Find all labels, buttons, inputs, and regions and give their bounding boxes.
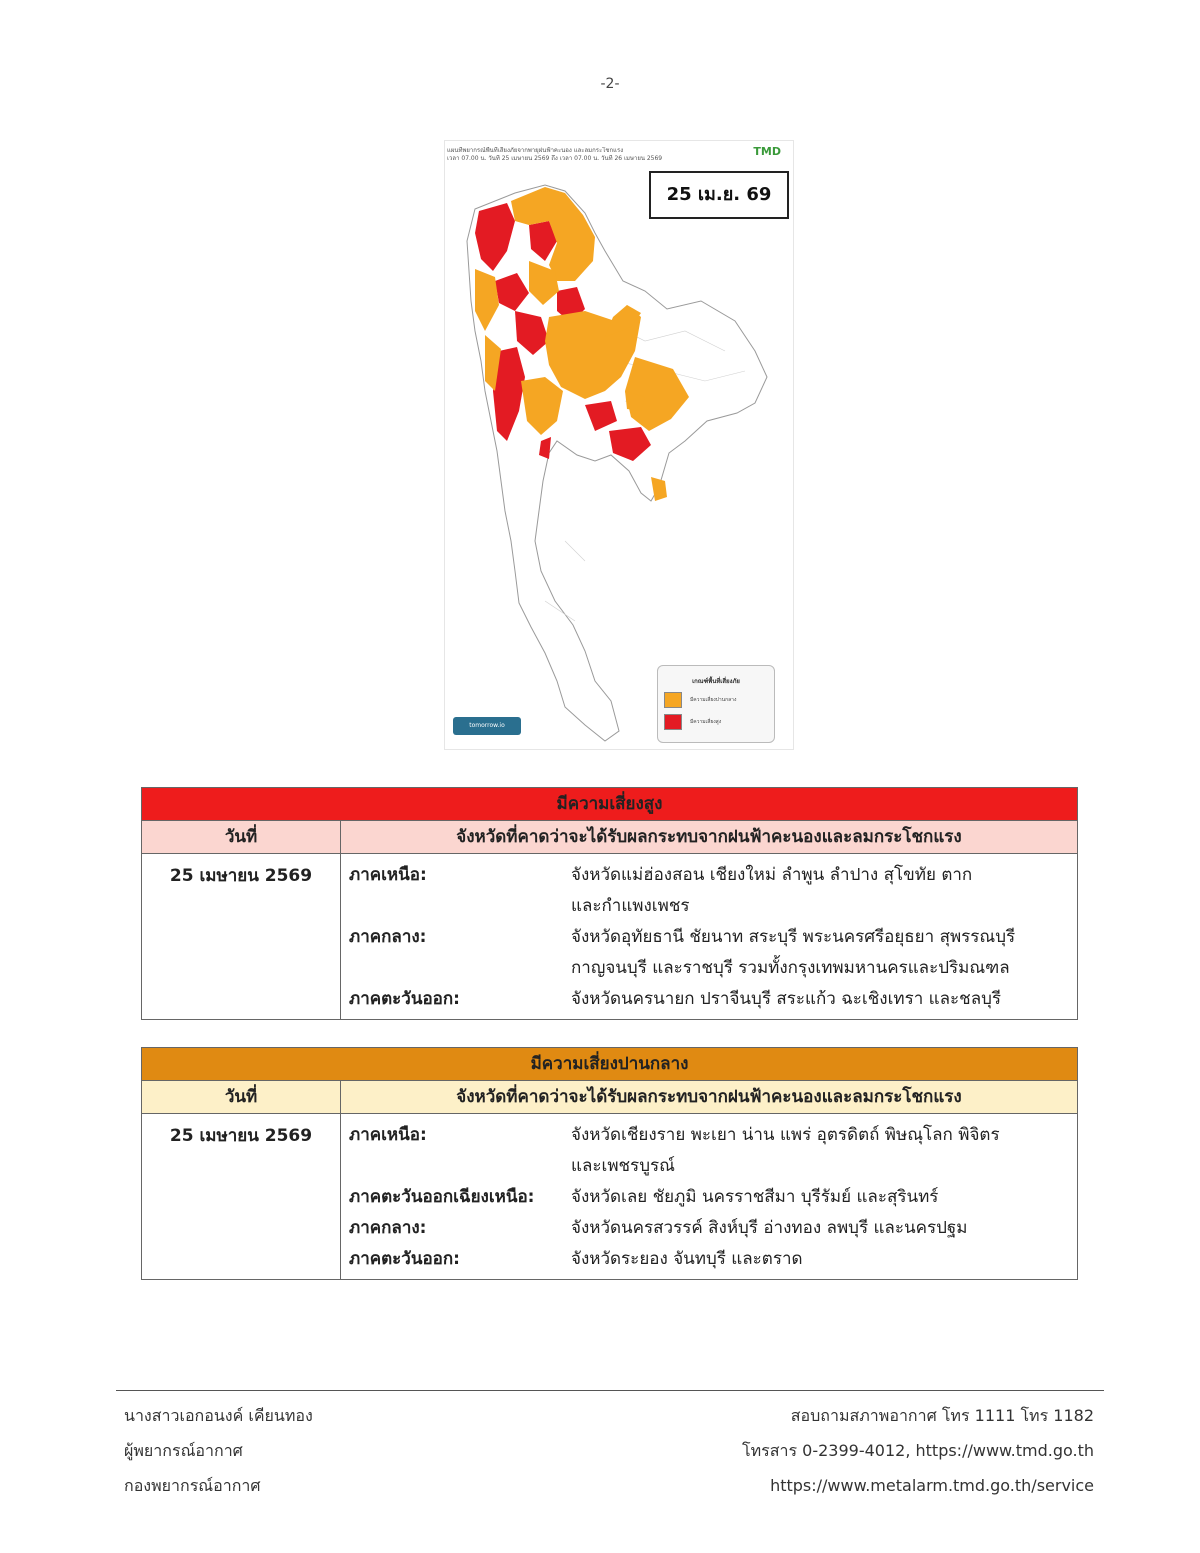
page-number: -2- bbox=[600, 76, 620, 92]
forecaster-name: นางสาวเอกอนงค์ เคียนทอง bbox=[124, 1406, 313, 1425]
table-body-row bbox=[142, 854, 1077, 1019]
region-list bbox=[341, 1114, 1077, 1279]
region-row bbox=[349, 1182, 1077, 1213]
region-row bbox=[349, 984, 1077, 1015]
footer-divider bbox=[116, 1390, 1104, 1391]
tmd-logo: TMD bbox=[753, 145, 781, 158]
legend-item-medium bbox=[664, 692, 774, 708]
thailand-land-shape bbox=[467, 185, 767, 741]
region-row bbox=[349, 922, 1077, 984]
region-row bbox=[349, 860, 1077, 922]
region-provinces bbox=[571, 984, 1077, 1015]
map-header-line: เวลา 07.00 น. วันที่ 25 เมษายน 2569 ถึง เวลา 07.00 น. วันที่ 26 เมษายน 2569 bbox=[447, 155, 663, 162]
province-line: จังหวัดเลย ชัยภูมิ นครราชสีมา บุรีรัมย์ และสุรินทร์ bbox=[571, 1187, 939, 1207]
table-header-row bbox=[142, 1081, 1077, 1114]
high-risk-table bbox=[141, 787, 1078, 1020]
region-name: ภาคตะวันออกเฉียงเหนือ: bbox=[349, 1187, 535, 1207]
province-line: จังหวัดนครสวรรค์ สิงห์บุรี อ่างทอง ลพบุรี และนครปฐม bbox=[571, 1218, 968, 1238]
row-date: 25 เมษายน 2569 bbox=[142, 1114, 341, 1279]
legend-title: เกณฑ์พื้นที่เสี่ยงภัย bbox=[692, 678, 740, 685]
table-body-row bbox=[142, 1114, 1077, 1279]
high-risk-banner: มีความเสี่ยงสูง bbox=[142, 788, 1077, 821]
tomorrow-io-badge: tomorrow.io bbox=[453, 717, 521, 735]
legend-swatch-high bbox=[664, 714, 682, 730]
region-name: ภาคกลาง: bbox=[349, 1218, 427, 1238]
legend-swatch-medium bbox=[664, 692, 682, 708]
legend-item-high bbox=[664, 714, 774, 730]
map-header-line: แผนที่พยากรณ์พื้นที่เสี่ยงภัยจากพายุฝนฟ้าคะนอง และลมกระโชกแรง bbox=[447, 147, 624, 154]
header-date: วันที่ bbox=[142, 1081, 341, 1113]
header-provinces: จังหวัดที่คาดว่าจะได้รับผลกระทบจากฝนฟ้าคะนองและลมกระโชกแรง bbox=[456, 1087, 962, 1107]
medium-risk-table bbox=[141, 1047, 1078, 1280]
legend-label: มีความเสี่ยงปานกลาง bbox=[690, 697, 737, 703]
map-date-label: 25 เม.ย. 69 bbox=[649, 171, 789, 219]
region-provinces bbox=[571, 1244, 1077, 1275]
region-provinces bbox=[571, 1182, 1077, 1213]
region-row bbox=[349, 1120, 1077, 1182]
province-line: จังหวัดเชียงราย พะเยา น่าน แพร่ อุตรดิตถ์ พิษณุโลก พิจิตร bbox=[571, 1125, 1000, 1145]
medium-risk-banner: มีความเสี่ยงปานกลาง bbox=[142, 1048, 1077, 1081]
header-date: วันที่ bbox=[142, 821, 341, 853]
forecaster-title: ผู้พยากรณ์อากาศ bbox=[124, 1441, 243, 1460]
row-date: 25 เมษายน 2569 bbox=[142, 854, 341, 1019]
region-name: ภาคเหนือ: bbox=[349, 1125, 427, 1145]
province-line: จังหวัดอุทัยธานี ชัยนาท สระบุรี พระนครศรีอยุธยา สุพรรณบุรี bbox=[571, 927, 1016, 947]
risk-map-figure bbox=[444, 140, 794, 750]
region-name: ภาคตะวันออก: bbox=[349, 989, 460, 1009]
forecaster-division: กองพยากรณ์อากาศ bbox=[124, 1476, 261, 1495]
footer-contact bbox=[742, 1398, 1094, 1503]
region-row bbox=[349, 1244, 1077, 1275]
header-provinces: จังหวัดที่คาดว่าจะได้รับผลกระทบจากฝนฟ้าคะนองและลมกระโชกแรง bbox=[456, 827, 962, 847]
contact-service-link[interactable]: https://www.metalarm.tmd.go.th/service bbox=[770, 1476, 1094, 1495]
province-line: และกำแพงเพชร bbox=[571, 896, 690, 916]
region-provinces bbox=[571, 1213, 1077, 1244]
contact-phone: สอบถามสภาพอากาศ โทร 1111 โทร 1182 bbox=[790, 1406, 1094, 1425]
thailand-risk-map bbox=[445, 141, 793, 749]
contact-fax-website[interactable]: โทรสาร 0-2399-4012, https://www.tmd.go.th bbox=[742, 1441, 1094, 1460]
legend-label: มีความเสี่ยงสูง bbox=[690, 719, 722, 725]
province-line: จังหวัดแม่ฮ่องสอน เชียงใหม่ ลำพูน ลำปาง สุโขทัย ตาก bbox=[571, 865, 973, 885]
region-provinces bbox=[571, 922, 1077, 984]
region-name: ภาคเหนือ: bbox=[349, 865, 427, 885]
table-header-row bbox=[142, 821, 1077, 854]
province-line: จังหวัดระยอง จันทบุรี และตราด bbox=[571, 1249, 803, 1269]
region-name: ภาคตะวันออก: bbox=[349, 1249, 460, 1269]
province-line: และเพชรบูรณ์ bbox=[571, 1156, 675, 1176]
map-header bbox=[447, 147, 715, 163]
region-provinces bbox=[571, 1120, 1077, 1182]
map-legend bbox=[657, 665, 775, 743]
region-provinces bbox=[571, 860, 1077, 922]
footer-signature bbox=[124, 1398, 313, 1503]
region-name: ภาคกลาง: bbox=[349, 927, 427, 947]
province-line: กาญจนบุรี และราชบุรี รวมทั้งกรุงเทพมหานครและปริมณฑล bbox=[571, 958, 1010, 978]
region-list bbox=[341, 854, 1077, 1019]
province-line: จังหวัดนครนายก ปราจีนบุรี สระแก้ว ฉะเชิงเทรา และชลบุรี bbox=[571, 989, 1002, 1009]
region-row bbox=[349, 1213, 1077, 1244]
